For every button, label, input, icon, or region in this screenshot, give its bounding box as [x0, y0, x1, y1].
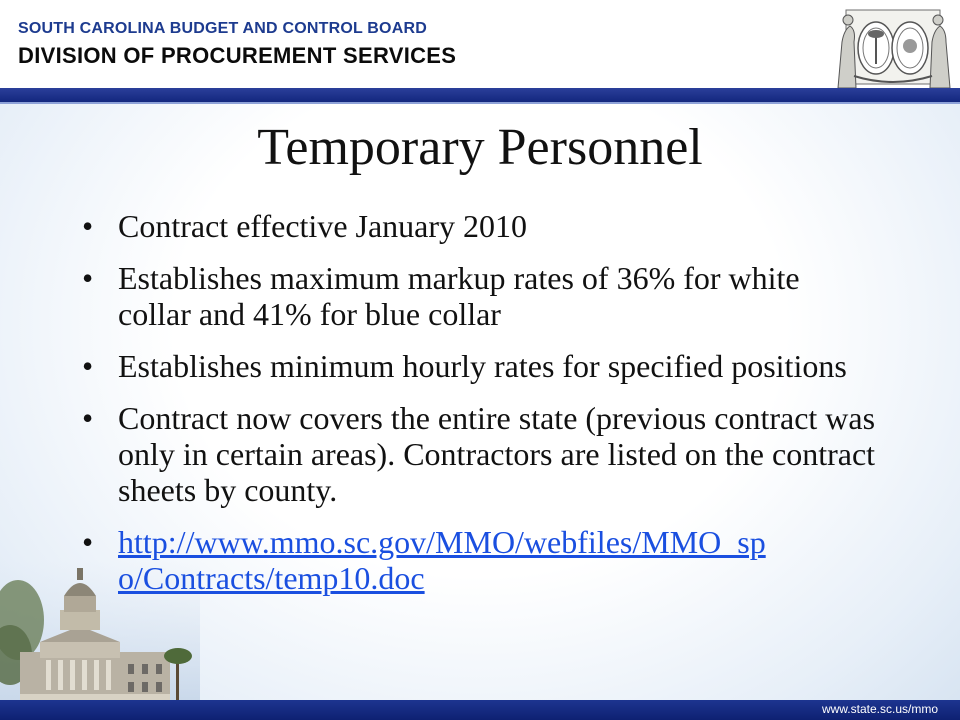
bullet-marker: • — [82, 524, 94, 560]
header-divider-bar — [0, 88, 960, 102]
state-seal-icon — [832, 2, 954, 90]
division-name: DIVISION OF PROCUREMENT SERVICES — [18, 43, 457, 68]
bullet-item-link — [78, 524, 878, 596]
bullet-marker: • — [82, 208, 94, 244]
bullet-marker: • — [82, 400, 94, 436]
bullet-item — [78, 400, 878, 508]
bullet-text: Contract now covers the entire state (previous contract was only in certain areas). Contractors are listed on the contract sheets by county. — [118, 400, 876, 508]
bullet-item — [78, 208, 878, 244]
link-line-1[interactable]: http://www.mmo.sc.gov/MMO/webfiles/MMO_sp — [118, 524, 766, 560]
bullet-item — [78, 260, 878, 332]
bullet-text: Contract effective January 2010 — [118, 208, 528, 244]
bullet-item — [78, 348, 878, 384]
slide-title: Temporary Personnel — [257, 119, 703, 176]
header-divider-line — [0, 102, 960, 104]
org-name: SOUTH CAROLINA BUDGET AND CONTROL BOARD — [18, 20, 427, 37]
bullet-marker: • — [82, 348, 94, 384]
bullet-marker: • — [82, 260, 94, 296]
bullet-text: Establishes minimum hourly rates for specified positions — [118, 348, 847, 384]
footer-bar — [0, 700, 960, 720]
footer-url: www.state.sc.us/mmo — [821, 702, 938, 716]
contract-document-link[interactable] — [118, 524, 766, 596]
link-line-2[interactable]: o/Contracts/temp10.doc — [118, 560, 425, 596]
bullet-list — [78, 208, 878, 612]
bullet-text: Establishes maximum markup rates of 36% for white collar and 41% for blue collar — [118, 260, 800, 332]
